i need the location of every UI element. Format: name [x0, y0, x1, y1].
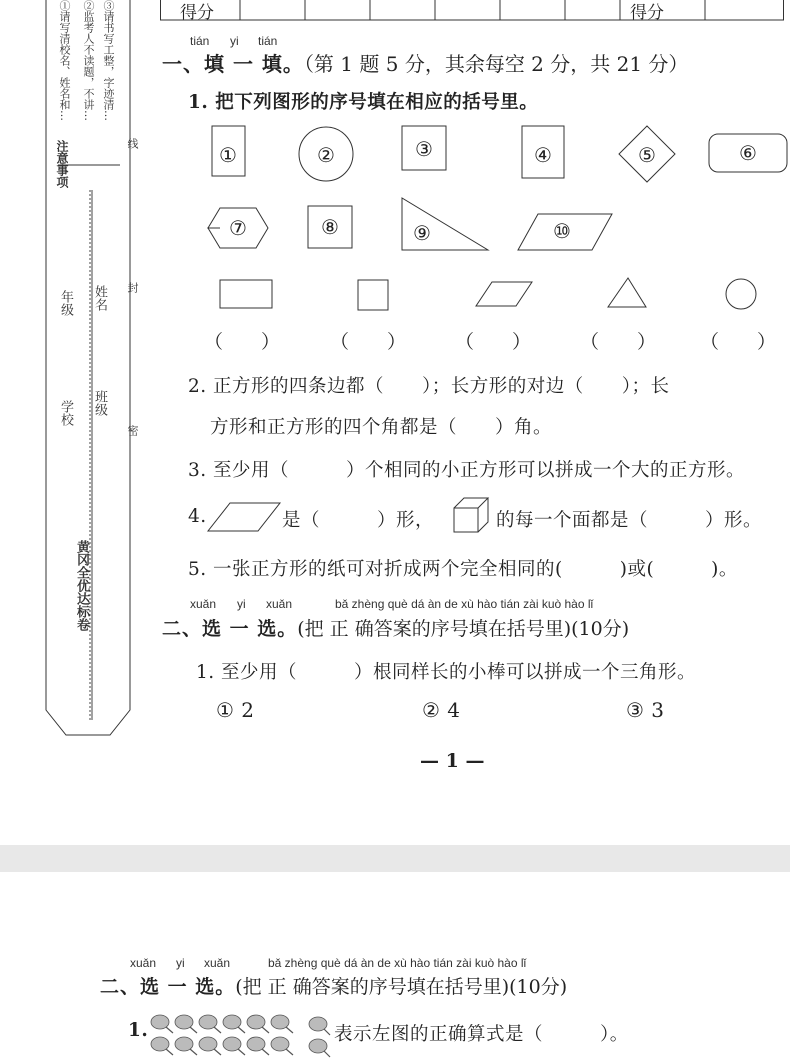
question-1-5: 5. 一张正方形的纸可对折成两个完全相同的( )或( )。	[188, 559, 738, 580]
question-1-4-number: 4.	[188, 506, 207, 527]
pinyin-tian-2: tián	[258, 34, 278, 48]
p2-question-1-number: 1.	[128, 1020, 149, 1041]
pinyin-yi-2: yi	[237, 597, 246, 611]
shape-label-3: ③	[415, 139, 433, 161]
p2-section2-note: (把 正 确答案的序号填在括号里)(10分)	[235, 976, 568, 998]
p2-section2-heading	[100, 972, 567, 999]
note-2: ②监考人不读题，不讲…	[82, 0, 95, 121]
shape-label-6: ⑥	[739, 143, 757, 165]
section2-title: 二、选 一 选。	[162, 618, 298, 640]
notes-label: 注意事项	[55, 140, 69, 188]
pinyin-xuan-2: xuǎn	[266, 597, 293, 611]
shapes-row-1	[200, 118, 790, 193]
p2-question-1-text: 表示左图的正确算式是（ ）。	[334, 1024, 629, 1045]
shape-label-7: ⑦	[229, 218, 247, 240]
section1-heading	[162, 48, 688, 77]
score-label: 得分	[180, 3, 214, 23]
question-2-1: 1. 至少用（ ）根同样长的小棒可以拼成一个三角形。	[196, 662, 697, 683]
question-1-3: 3. 至少用（ ）个相同的小正方形可以拼成一个大的正方形。	[188, 460, 746, 481]
cube-figure	[452, 496, 492, 536]
note-3: ③请书写工整，字迹清…	[102, 0, 115, 121]
answer-paren-5[interactable]: （ ）	[700, 331, 777, 353]
p2-pinyin-xuan-1: xuǎn	[130, 956, 157, 970]
section2-note: (把 正 确答案的序号填在括号里)(10分)	[297, 618, 630, 640]
option-2[interactable]: ② 4	[422, 698, 461, 722]
section1-title: 一、填 一 填。	[162, 52, 304, 76]
shape-label-4: ④	[534, 145, 552, 167]
option-1[interactable]: ① 2	[216, 698, 255, 722]
question-1-1: 1. 把下列图形的序号填在相应的括号里。	[188, 92, 539, 113]
exam-page-2	[0, 872, 790, 1060]
question-1-4-part-b: 的每一个面都是（ ）形。	[496, 510, 763, 531]
shape-label-9: ⑨	[413, 223, 431, 245]
score-table	[160, 0, 785, 22]
section1-note: （第 1 题 5 分，其余每空 2 分，共 21 分）	[303, 52, 689, 76]
section2-heading	[162, 614, 629, 641]
name-label: 姓名	[92, 285, 107, 311]
note-1: ①请写清校名、姓名和…	[58, 0, 71, 121]
pinyin-tian-1: tián	[190, 34, 210, 48]
brand-label: 黄冈全优达标卷	[74, 540, 89, 631]
p2-pinyin-yi: yi	[176, 956, 185, 970]
answer-paren-4[interactable]: （ ）	[580, 331, 657, 353]
racket-icons	[146, 1010, 332, 1060]
shape-label-1: ①	[219, 145, 237, 167]
shape-label-10: ⑩	[553, 221, 571, 243]
p2-section2-title: 二、选 一 选。	[100, 976, 236, 998]
p2-pinyin-xuan-2: xuǎn	[204, 956, 231, 970]
answer-paren-3[interactable]: （ ）	[455, 331, 532, 353]
seal-mark: 封	[126, 282, 139, 293]
shape-label-2: ②	[317, 145, 335, 167]
school-label: 学校	[58, 400, 73, 426]
pinyin-note: bǎ zhèng què dá àn de xù hào tián zài kuò hào lǐ	[335, 597, 594, 611]
question-1-4-part-a: 是（ ）形，	[282, 510, 435, 531]
secret-mark: 密	[126, 425, 139, 436]
pinyin-xuan-1: xuǎn	[190, 597, 217, 611]
parallelogram-figure	[206, 500, 282, 534]
p2-pinyin-note: bǎ zhèng què dá àn de xù hào tián zài kuò hào lǐ	[268, 956, 527, 970]
question-1-2-line2: 方形和正方形的四个角都是（ ）角。	[210, 417, 553, 438]
line-mark: 线	[126, 138, 139, 149]
question-1-2-line1: 2. 正方形的四条边都（ ）；长方形的对边（ ）；长	[188, 376, 670, 397]
page-number: — 1 —	[420, 750, 485, 772]
option-3[interactable]: ③ 3	[626, 698, 665, 722]
shape-label-5: ⑤	[638, 145, 656, 167]
shapes-row-3	[200, 272, 790, 317]
answer-paren-2[interactable]: （ ）	[330, 331, 407, 353]
class-label: 班级	[92, 390, 107, 416]
shapes-row-2	[200, 192, 620, 262]
grade-label: 年级	[58, 290, 73, 316]
answer-paren-1[interactable]: （ ）	[204, 331, 281, 353]
score-label-2: 得分	[630, 3, 664, 23]
pinyin-yi: yi	[230, 34, 239, 48]
shape-label-8: ⑧	[321, 217, 339, 239]
